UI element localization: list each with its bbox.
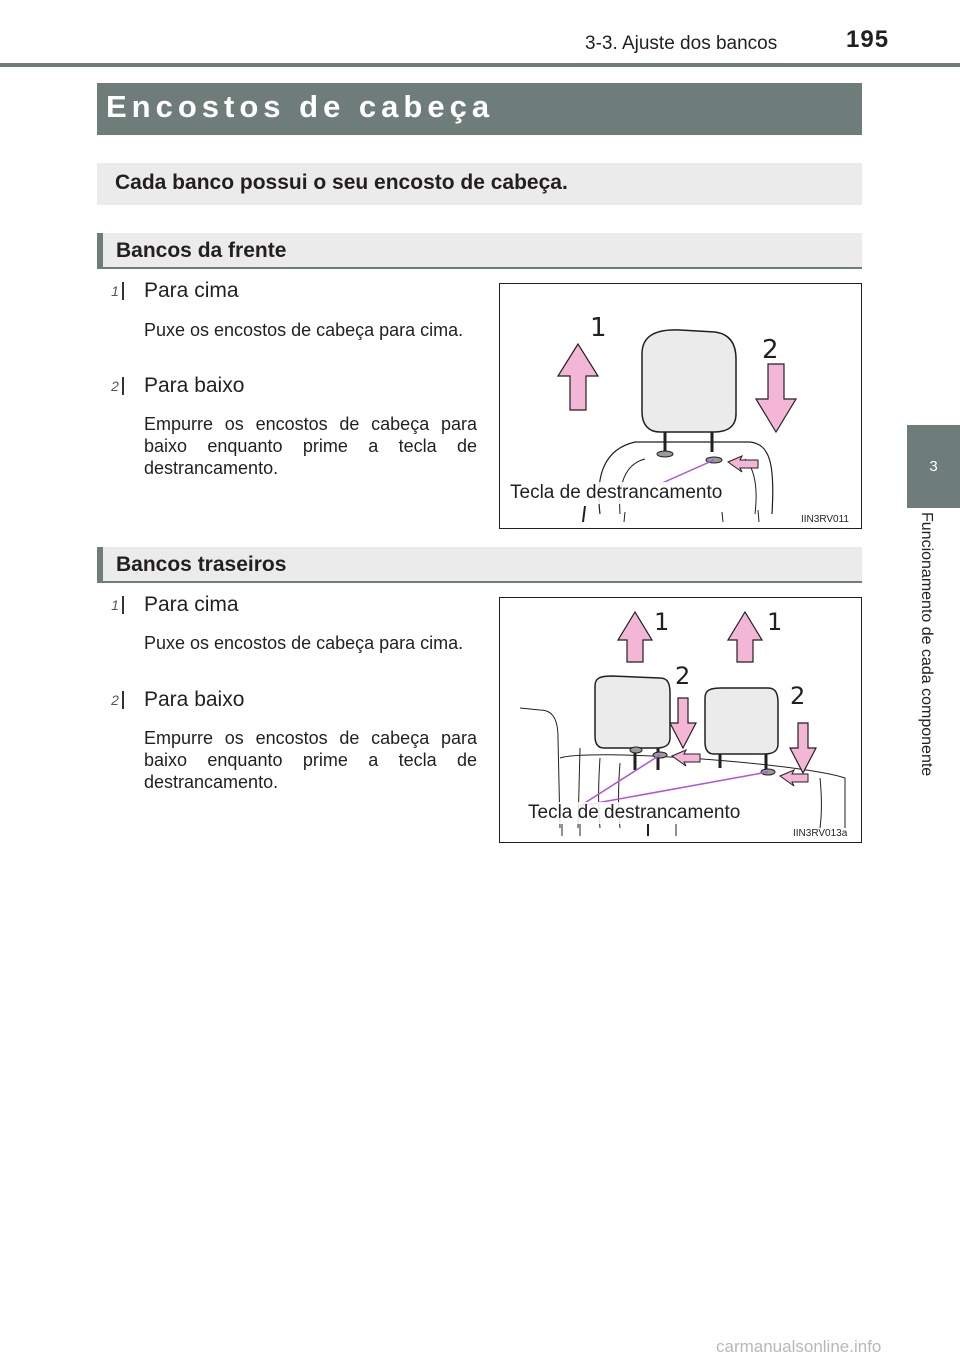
watermark: carmanualsonline.info	[716, 1337, 882, 1356]
front-item-1-text: Puxe os encostos de cabeça para cima.	[144, 320, 464, 340]
chapter-number: 3	[929, 458, 938, 475]
page-title: Encostos de cabeça	[106, 89, 495, 124]
chapter-tab	[907, 425, 960, 508]
rear-figure-code: IIN3RV013a	[793, 828, 848, 839]
rear-item-2-text: Empurre os encostos de cabeça para baixo enquanto prime a tecla de destrancamento.	[144, 728, 477, 792]
front-callout-1: 1	[590, 313, 607, 343]
section-title: 3-3. Ajuste dos bancos	[585, 33, 778, 54]
page-title-bar	[97, 83, 862, 135]
front-seats-heading	[97, 233, 862, 269]
front-callout-2: 2	[762, 335, 779, 365]
rear-item-1-text: Puxe os encostos de cabeça para cima.	[144, 633, 464, 653]
rear-callout-1a: 1	[654, 608, 670, 636]
header-rule	[0, 63, 960, 67]
front-seats-heading-text: Bancos da frente	[116, 239, 287, 262]
rear-headrest-figure	[499, 597, 862, 843]
front-item-2-text: Empurre os encostos de cabeça para baixo enquanto prime a tecla de destrancamento.	[144, 414, 477, 478]
front-release-button-label: Tecla de destrancamento	[510, 482, 723, 503]
rear-item-1-title: Para cima	[144, 593, 239, 616]
intro-text: Cada banco possui o seu encosto de cabeça.	[115, 171, 568, 194]
front-figure-code: IIN3RV011	[801, 514, 849, 525]
front-item-2-title: Para baixo	[144, 374, 245, 397]
rear-callout-2a: 2	[675, 662, 691, 690]
intro-box	[97, 163, 862, 205]
page-number: 195	[846, 26, 890, 53]
front-item-1-title: Para cima	[144, 279, 239, 302]
rear-callout-2b: 2	[790, 682, 806, 710]
rear-item-1-number: 1	[108, 596, 124, 614]
rear-item-2-number: 2	[108, 691, 124, 709]
rear-release-button-label: Tecla de destrancamento	[528, 802, 741, 823]
front-item-1-number: 1	[108, 282, 124, 300]
rear-item-2-title: Para baixo	[144, 688, 245, 711]
rear-seats-heading	[97, 547, 862, 583]
chapter-label: Funcionamento de cada componente	[918, 512, 935, 777]
chapter-label-wrap	[907, 512, 960, 862]
front-headrest-figure	[499, 283, 862, 529]
rear-callout-1b: 1	[767, 608, 783, 636]
rear-seats-heading-text: Bancos traseiros	[116, 553, 287, 576]
front-item-2-number: 2	[108, 377, 124, 395]
